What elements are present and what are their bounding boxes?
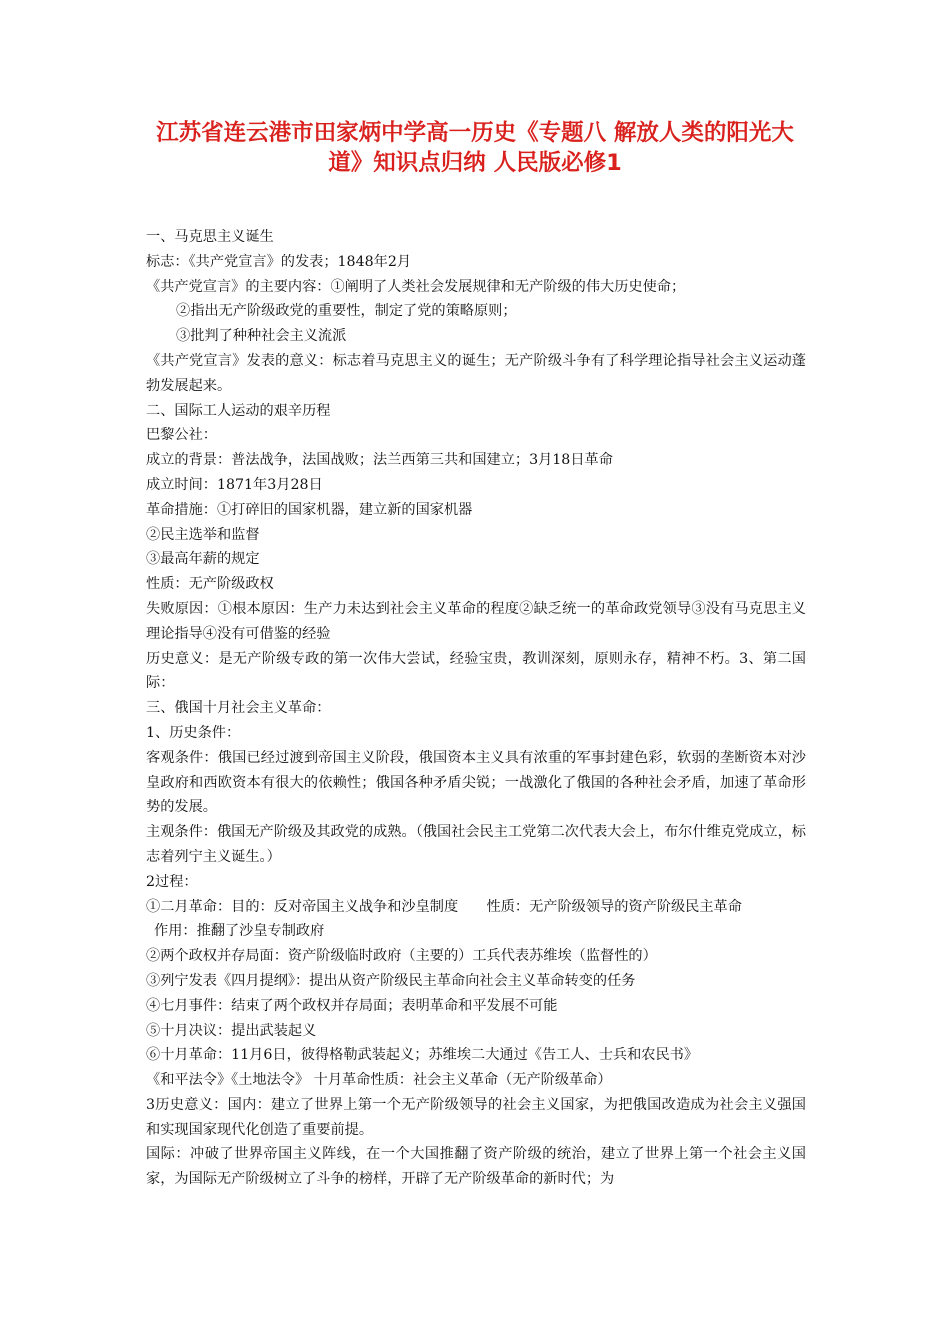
- paragraph-line: 标志：《共产党宣言》的发表；1848年2月: [146, 253, 412, 270]
- paragraph-line: 《和平法令》《土地法令》 十月革命性质：社会主义革命（无产阶级革命）: [146, 1072, 612, 1089]
- paragraph: 历史意义：是无产阶级专政的第一次伟大尝试，经验宝贵，教训深刻，原则永存，精神不朽。3、第二国际：: [146, 650, 806, 692]
- paragraph-line: 性质：无产阶级政权: [146, 576, 274, 593]
- section-heading: 一、马克思主义诞生: [146, 229, 274, 245]
- paragraph-line: 巴黎公社：: [146, 427, 217, 444]
- paragraph: 国际：冲破了世界帝国主义阵线，在一个大国推翻了资产阶级的统治，建立了世界上第一个社会主义国家，为国际无产阶级树立了斗争的榜样，开辟了无产阶级革命的新时代；为: [146, 1146, 806, 1188]
- paragraph-line: ②两个政权并存局面：资产阶级临时政府（主要的）工兵代表苏维埃（监督性的）: [146, 948, 657, 965]
- title-line-2: 道》知识点归纳 人民版必修1: [328, 150, 622, 176]
- paragraph-line: ②指出无产阶级政党的重要性，制定了党的策略原则；: [176, 303, 517, 320]
- paragraph: 失败原因：①根本原因：生产力未达到社会主义革命的程度②缺乏统一的革命政党领导③没有马克思主义理论指导④没有可借鉴的经验: [146, 600, 806, 642]
- paragraph: 客观条件：俄国已经过渡到帝国主义阶段，俄国资本主义具有浓重的军事封建色彩，软弱的垄断资本对沙皇政府和西欧资本有很大的依赖性；俄国各种矛盾尖锐；一战激化了俄国的各种社会矛盾，加速了革命形势的发展。: [146, 749, 806, 816]
- paragraph-line: ③最高年薪的规定: [146, 551, 260, 568]
- paragraph-line: 1、历史条件：: [146, 724, 241, 741]
- paragraph-line: ④七月事件：结束了两个政权并存局面；表明革命和平发展不可能: [146, 997, 558, 1014]
- paragraph-line: ③批判了种种社会主义流派: [176, 328, 347, 345]
- paragraph: 主观条件：俄国无产阶级及其政党的成熟。（俄国社会民主工党第二次代表大会上，布尔什维克党成立，标志着列宁主义诞生。）: [146, 824, 806, 865]
- paragraph: 3历史意义：国内：建立了世界上第一个无产阶级领导的社会主义国家，为把俄国改造成为社会主义强国和实现国家现代化创造了重要前提。: [146, 1096, 806, 1138]
- document-body: [146, 225, 806, 1192]
- paragraph-line: 成立时间：1871年3月28日: [146, 476, 323, 493]
- section-heading: 三、俄国十月社会主义革命：: [146, 700, 331, 717]
- paragraph: 《共产党宣言》发表的意义：标志着马克思主义的诞生；无产阶级斗争有了科学理论指导社会主义运动蓬勃发展起来。: [146, 352, 806, 394]
- paragraph-line: 革命措施：①打碎旧的国家机器，建立新的国家机器: [146, 501, 473, 518]
- paragraph-line: 作用：推翻了沙皇专制政府: [154, 923, 325, 940]
- paragraph-line: 《共产党宣言》的主要内容：①阐明了人类社会发展规律和无产阶级的伟大历史使命；: [146, 278, 686, 295]
- document-title: [130, 118, 820, 178]
- paragraph-line: ⑥十月革命：11月6日，彼得格勒武装起义；苏维埃二大通过《告工人、士兵和农民书》: [146, 1047, 699, 1064]
- section-heading: 二、国际工人运动的艰辛历程: [146, 402, 331, 419]
- paragraph-line: ③列宁发表《四月提纲》：提出从资产阶级民主革命向社会主义革命转变的任务: [146, 972, 636, 989]
- paragraph: ①二月革命：目的：反对帝国主义战争和沙皇制度 性质：无产阶级领导的资产阶级民主革命: [146, 898, 742, 915]
- paragraph-line: 2过程：: [146, 873, 198, 890]
- paragraph-line: ⑤十月决议：提出武装起义: [146, 1022, 317, 1039]
- paragraph-line: 成立的背景：普法战争，法国战败；法兰西第三共和国建立；3月18日革命: [146, 452, 613, 469]
- paragraph-line: ②民主选举和监督: [146, 526, 260, 543]
- title-line-1: 江苏省连云港市田家炳中学高一历史《专题八 解放人类的阳光大: [156, 120, 794, 146]
